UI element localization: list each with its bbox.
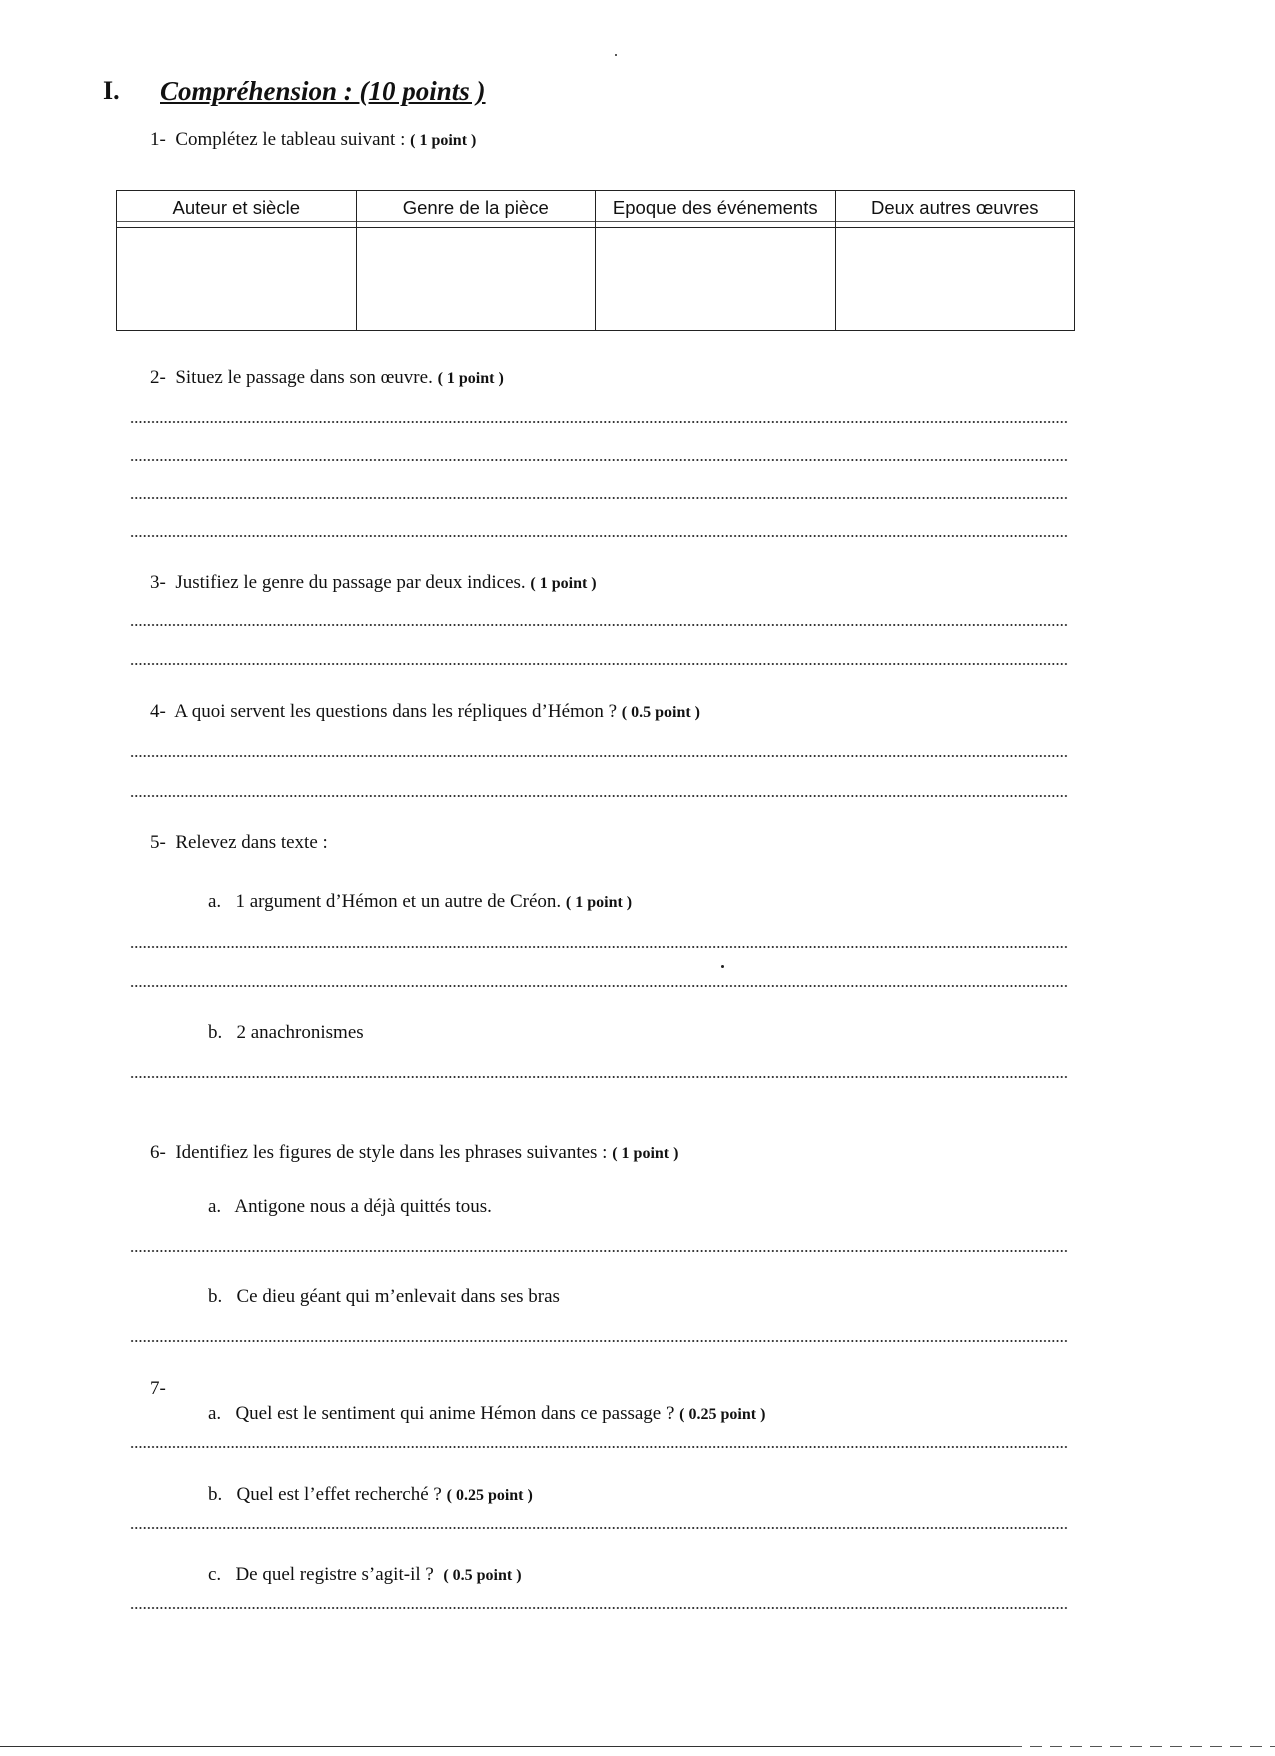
answer-line[interactable] (130, 1607, 1068, 1609)
subquestion-text: Quel est l’effet recherché ? (236, 1484, 442, 1505)
question-points: ( 0.5 point ) (621, 704, 700, 721)
answer-line[interactable] (130, 1250, 1068, 1252)
subquestion-letter: c. (208, 1564, 222, 1585)
question-points: ( 0.25 point ) (446, 1487, 533, 1504)
question-number: 1- (150, 129, 166, 150)
page-bottom-rule (0, 1746, 1010, 1747)
subquestion-letter: a. (208, 1196, 222, 1217)
answer-line[interactable] (130, 624, 1068, 626)
answer-line[interactable] (130, 1527, 1068, 1529)
answer-line[interactable] (130, 1076, 1068, 1078)
question-points: ( 1 point ) (437, 370, 504, 387)
answer-table (116, 190, 1075, 331)
section-title: Compréhension : (10 points ) (160, 76, 486, 106)
table-header-genre: Genre de la pièce (356, 191, 596, 228)
question-number: 4- (150, 701, 166, 722)
subquestion-letter: a. (208, 891, 222, 912)
question-text: Relevez dans texte : (175, 832, 328, 853)
question-points: ( 1 point ) (410, 132, 477, 149)
scan-speck (721, 965, 724, 968)
question-number: 6- (150, 1142, 166, 1163)
question-6b (208, 1286, 560, 1308)
subquestion-text: De quel registre s’agit-il ? (235, 1564, 434, 1585)
answer-line[interactable] (130, 459, 1068, 461)
answer-line[interactable] (130, 421, 1068, 423)
question-text: Identifiez les figures de style dans les phrases suivantes : (175, 1142, 608, 1163)
question-text: Situez le passage dans son œuvre. (175, 367, 433, 388)
answer-line[interactable] (130, 535, 1068, 537)
question-5b (208, 1022, 364, 1044)
scan-speck (615, 54, 617, 56)
question-text: A quoi servent les questions dans les répliques d’Hémon ? (174, 701, 618, 722)
table-header-row (117, 191, 1075, 228)
answer-cell-genre[interactable] (356, 228, 596, 331)
question-points: ( 0.25 point ) (679, 1406, 766, 1423)
question-7a (208, 1403, 765, 1425)
question-7b (208, 1484, 533, 1506)
question-points: ( 0.5 point ) (443, 1567, 522, 1584)
question-number: 2- (150, 367, 166, 388)
question-text: Justifiez le genre du passage par deux indices. (175, 572, 526, 593)
answer-cell-author[interactable] (117, 228, 357, 331)
subquestion-text: Quel est le sentiment qui anime Hémon dans ce passage ? (235, 1403, 675, 1424)
answer-line[interactable] (130, 795, 1068, 797)
question-5 (150, 832, 328, 854)
question-7c (208, 1564, 522, 1586)
answer-line[interactable] (130, 946, 1068, 948)
answer-line[interactable] (130, 663, 1068, 665)
subquestion-letter: a. (208, 1403, 222, 1424)
section-number: I. (103, 76, 120, 105)
question-4 (150, 701, 700, 723)
answer-line[interactable] (130, 1340, 1068, 1342)
question-number: 5- (150, 832, 166, 853)
question-1 (150, 129, 476, 151)
table-header-epoch: Epoque des événements (596, 191, 836, 228)
answer-line[interactable] (130, 497, 1068, 499)
subquestion-text: Antigone nous a déjà quittés tous. (234, 1196, 492, 1217)
question-number: 3- (150, 572, 166, 593)
question-text: Complétez le tableau suivant : (175, 129, 406, 150)
table-header-author: Auteur et siècle (117, 191, 357, 228)
question-5a (208, 891, 632, 913)
subquestion-letter: b. (208, 1484, 223, 1505)
subquestion-letter: b. (208, 1286, 223, 1307)
question-points: ( 1 point ) (565, 894, 633, 911)
subquestion-text: 1 argument d’Hémon et un autre de Créon. (235, 891, 562, 912)
question-2 (150, 367, 504, 389)
question-points: ( 1 point ) (612, 1145, 679, 1162)
subquestion-letter: b. (208, 1022, 223, 1043)
question-6a (208, 1196, 492, 1218)
subquestion-text: Ce dieu géant qui m’enlevait dans ses bras (236, 1286, 560, 1307)
question-6 (150, 1142, 678, 1164)
subquestion-text: 2 anachronismes (236, 1022, 364, 1043)
answer-cell-epoch[interactable] (596, 228, 836, 331)
page-bottom-dash (1010, 1746, 1275, 1747)
answer-line[interactable] (130, 985, 1068, 987)
question-7-number: 7- (150, 1378, 166, 1399)
answer-line[interactable] (130, 755, 1068, 757)
answer-cell-works[interactable] (835, 228, 1075, 331)
table-header-works: Deux autres œuvres (835, 191, 1075, 228)
table-answer-row (117, 228, 1075, 331)
answer-line[interactable] (130, 1446, 1068, 1448)
question-points: ( 1 point ) (530, 575, 597, 592)
question-3 (150, 572, 597, 594)
